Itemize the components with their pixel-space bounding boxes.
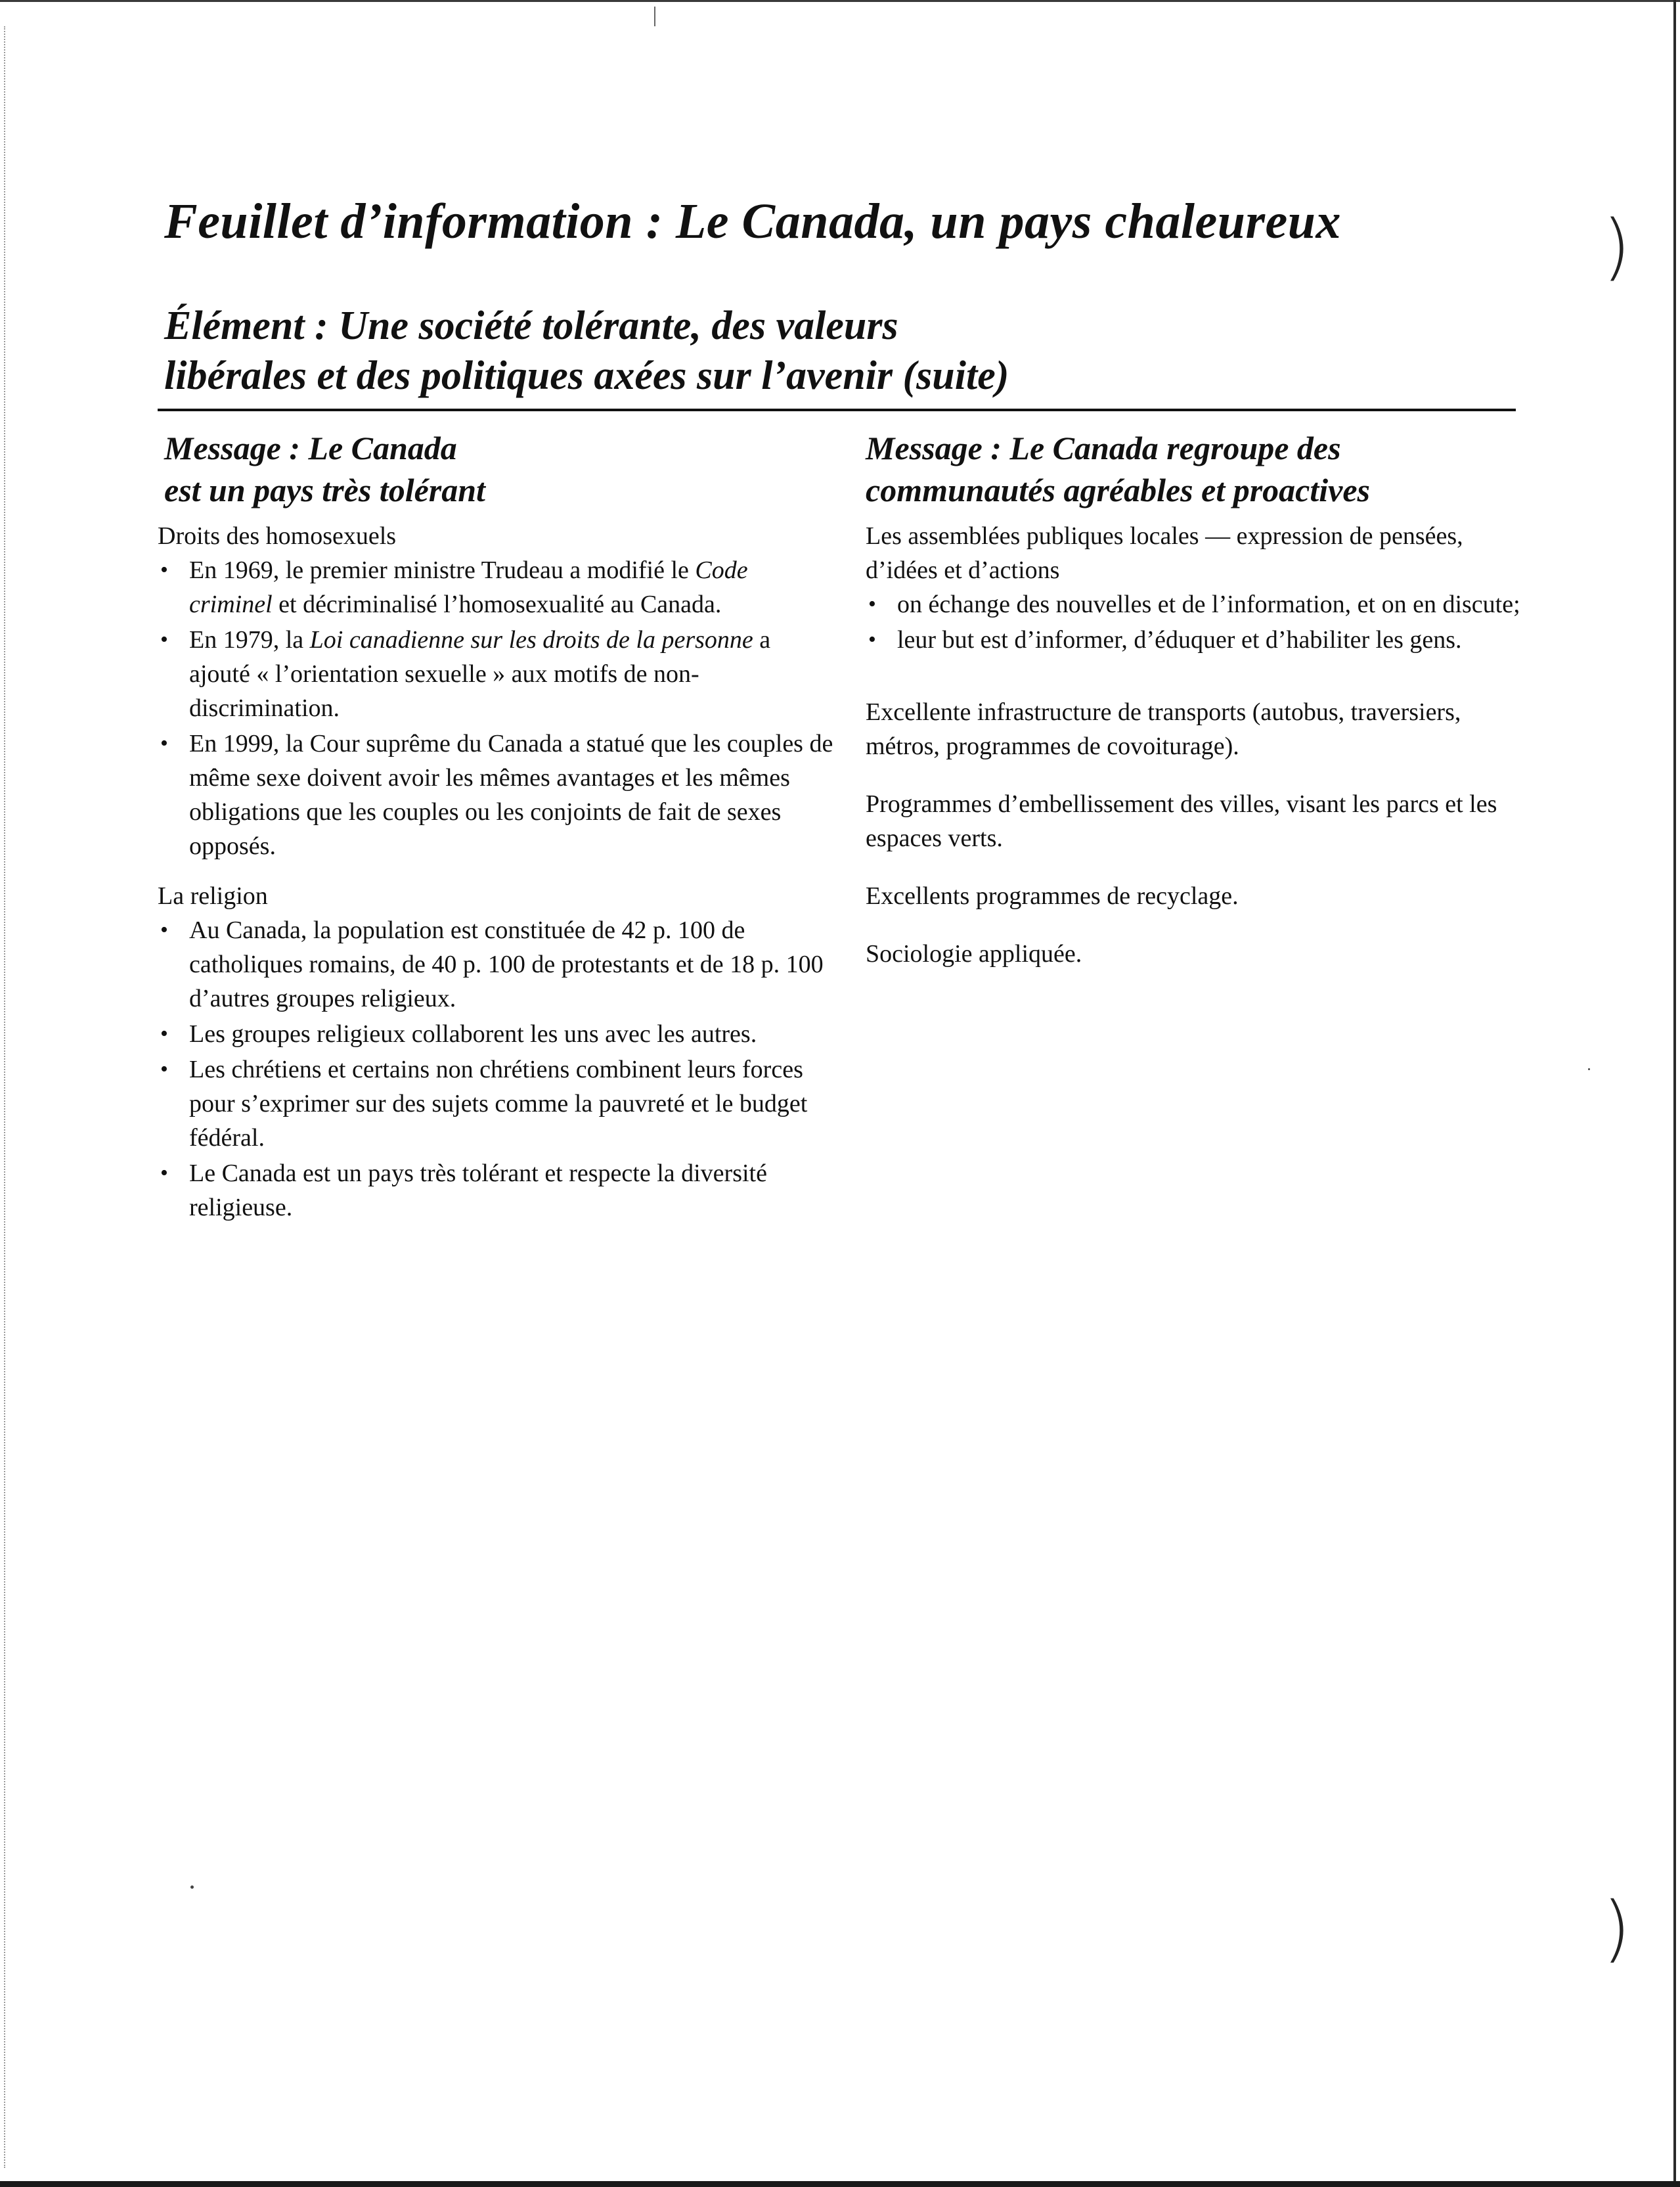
sociology-paragraph: Sociologie appliquée. [866,940,1082,968]
beautification-paragraph: Programmes d’embellissement des villes, visant les parcs et les espaces verts. [866,790,1497,852]
page-title: Feuillet d’information : Le Canada, un pays chaleureux [164,194,1342,249]
section-label-religion: La religion [158,882,268,910]
subtitle-line-2: libérales et des politiques axées sur l’avenir (suite) [164,353,1009,398]
law-title-italic: Code criminel [189,556,748,618]
right-column [866,427,1522,995]
section-label-homosexual-rights: Droits des homosexuels [158,522,397,550]
left-heading-line-1: Message : Le Canada [164,430,457,466]
town-hall-list [866,587,1522,657]
scan-edge-bottom [0,2181,1680,2187]
list-item: • Les groupes religieux collaborent les uns avec les autres. [158,1017,834,1051]
element-subtitle [164,301,1478,401]
binder-hole-mark-bottom: ) [1603,1886,1631,1970]
list-item: • Au Canada, la population est constituée de 42 p. 100 de catholiques romains, de 40 p. 100 de protestants et de 18 p. 100 d’autres groupes religieux. [158,913,834,1016]
header-divider [158,409,1516,411]
list-item: • Le Canada est un pays très tolérant et respecte la diversité religieuse. [158,1156,834,1225]
right-message-heading [866,427,1522,511]
bullet-text: En 1979, la [189,626,310,654]
recycling-paragraph: Excellents programmes de recyclage. [866,882,1239,910]
subtitle-line-1: Élément : Une société tolérante, des valeurs [164,304,898,348]
law-title-italic: Loi canadienne sur les droits de la personne [309,626,753,654]
left-column [158,427,834,1240]
list-item: • Les chrétiens et certains non chrétiens combinent leurs forces pour s’exprimer sur des sujets comme la pauvreté et le budget fédéral. [158,1052,834,1155]
scan-edge-left [4,26,7,2168]
bullet-text: a ajouté « l’orientation sexuelle » aux motifs de non-discrimination. [189,626,771,722]
list-item: • leur but est d’informer, d’éduquer et d’habiliter les gens. [866,623,1522,657]
right-heading-line-2: communautés agréables et proactives [866,472,1370,508]
list-item [158,623,834,725]
homosexual-rights-list [158,553,834,863]
scan-mark [654,7,655,26]
bullet-text: et décriminalisé l’homosexualité au Canada. [272,591,722,618]
left-heading-line-2: est un pays très tolérant [164,472,485,508]
scan-speck [190,1885,194,1889]
bullet-text: En 1969, le premier ministre Trudeau a modifié le [189,556,696,584]
left-message-heading [158,427,834,511]
binder-hole-mark-top: ) [1603,204,1631,288]
scan-edge-right [1673,0,1676,2187]
list-item: • on échange des nouvelles et de l’information, et on en discute; [866,587,1522,621]
scan-speck [1588,1068,1590,1070]
right-heading-line-1: Message : Le Canada regroupe des [866,430,1341,466]
town-hall-intro: Les assemblées publiques locales — expression de pensées, d’idées et d’actions [866,522,1463,584]
list-item: • En 1999, la Cour suprême du Canada a statué que les couples de même sexe doivent avoir les mêmes avantages et les mêmes obligations que les couples ou les conjoints de fait de sexes opposés. [158,727,834,863]
religion-list [158,913,834,1225]
list-item [158,553,834,621]
transport-paragraph: Excellente infrastructure de transports (autobus, traversiers, métros, programmes de covoiturage). [866,698,1461,760]
spacer [866,673,1522,695]
scan-edge-top [0,0,1680,2]
